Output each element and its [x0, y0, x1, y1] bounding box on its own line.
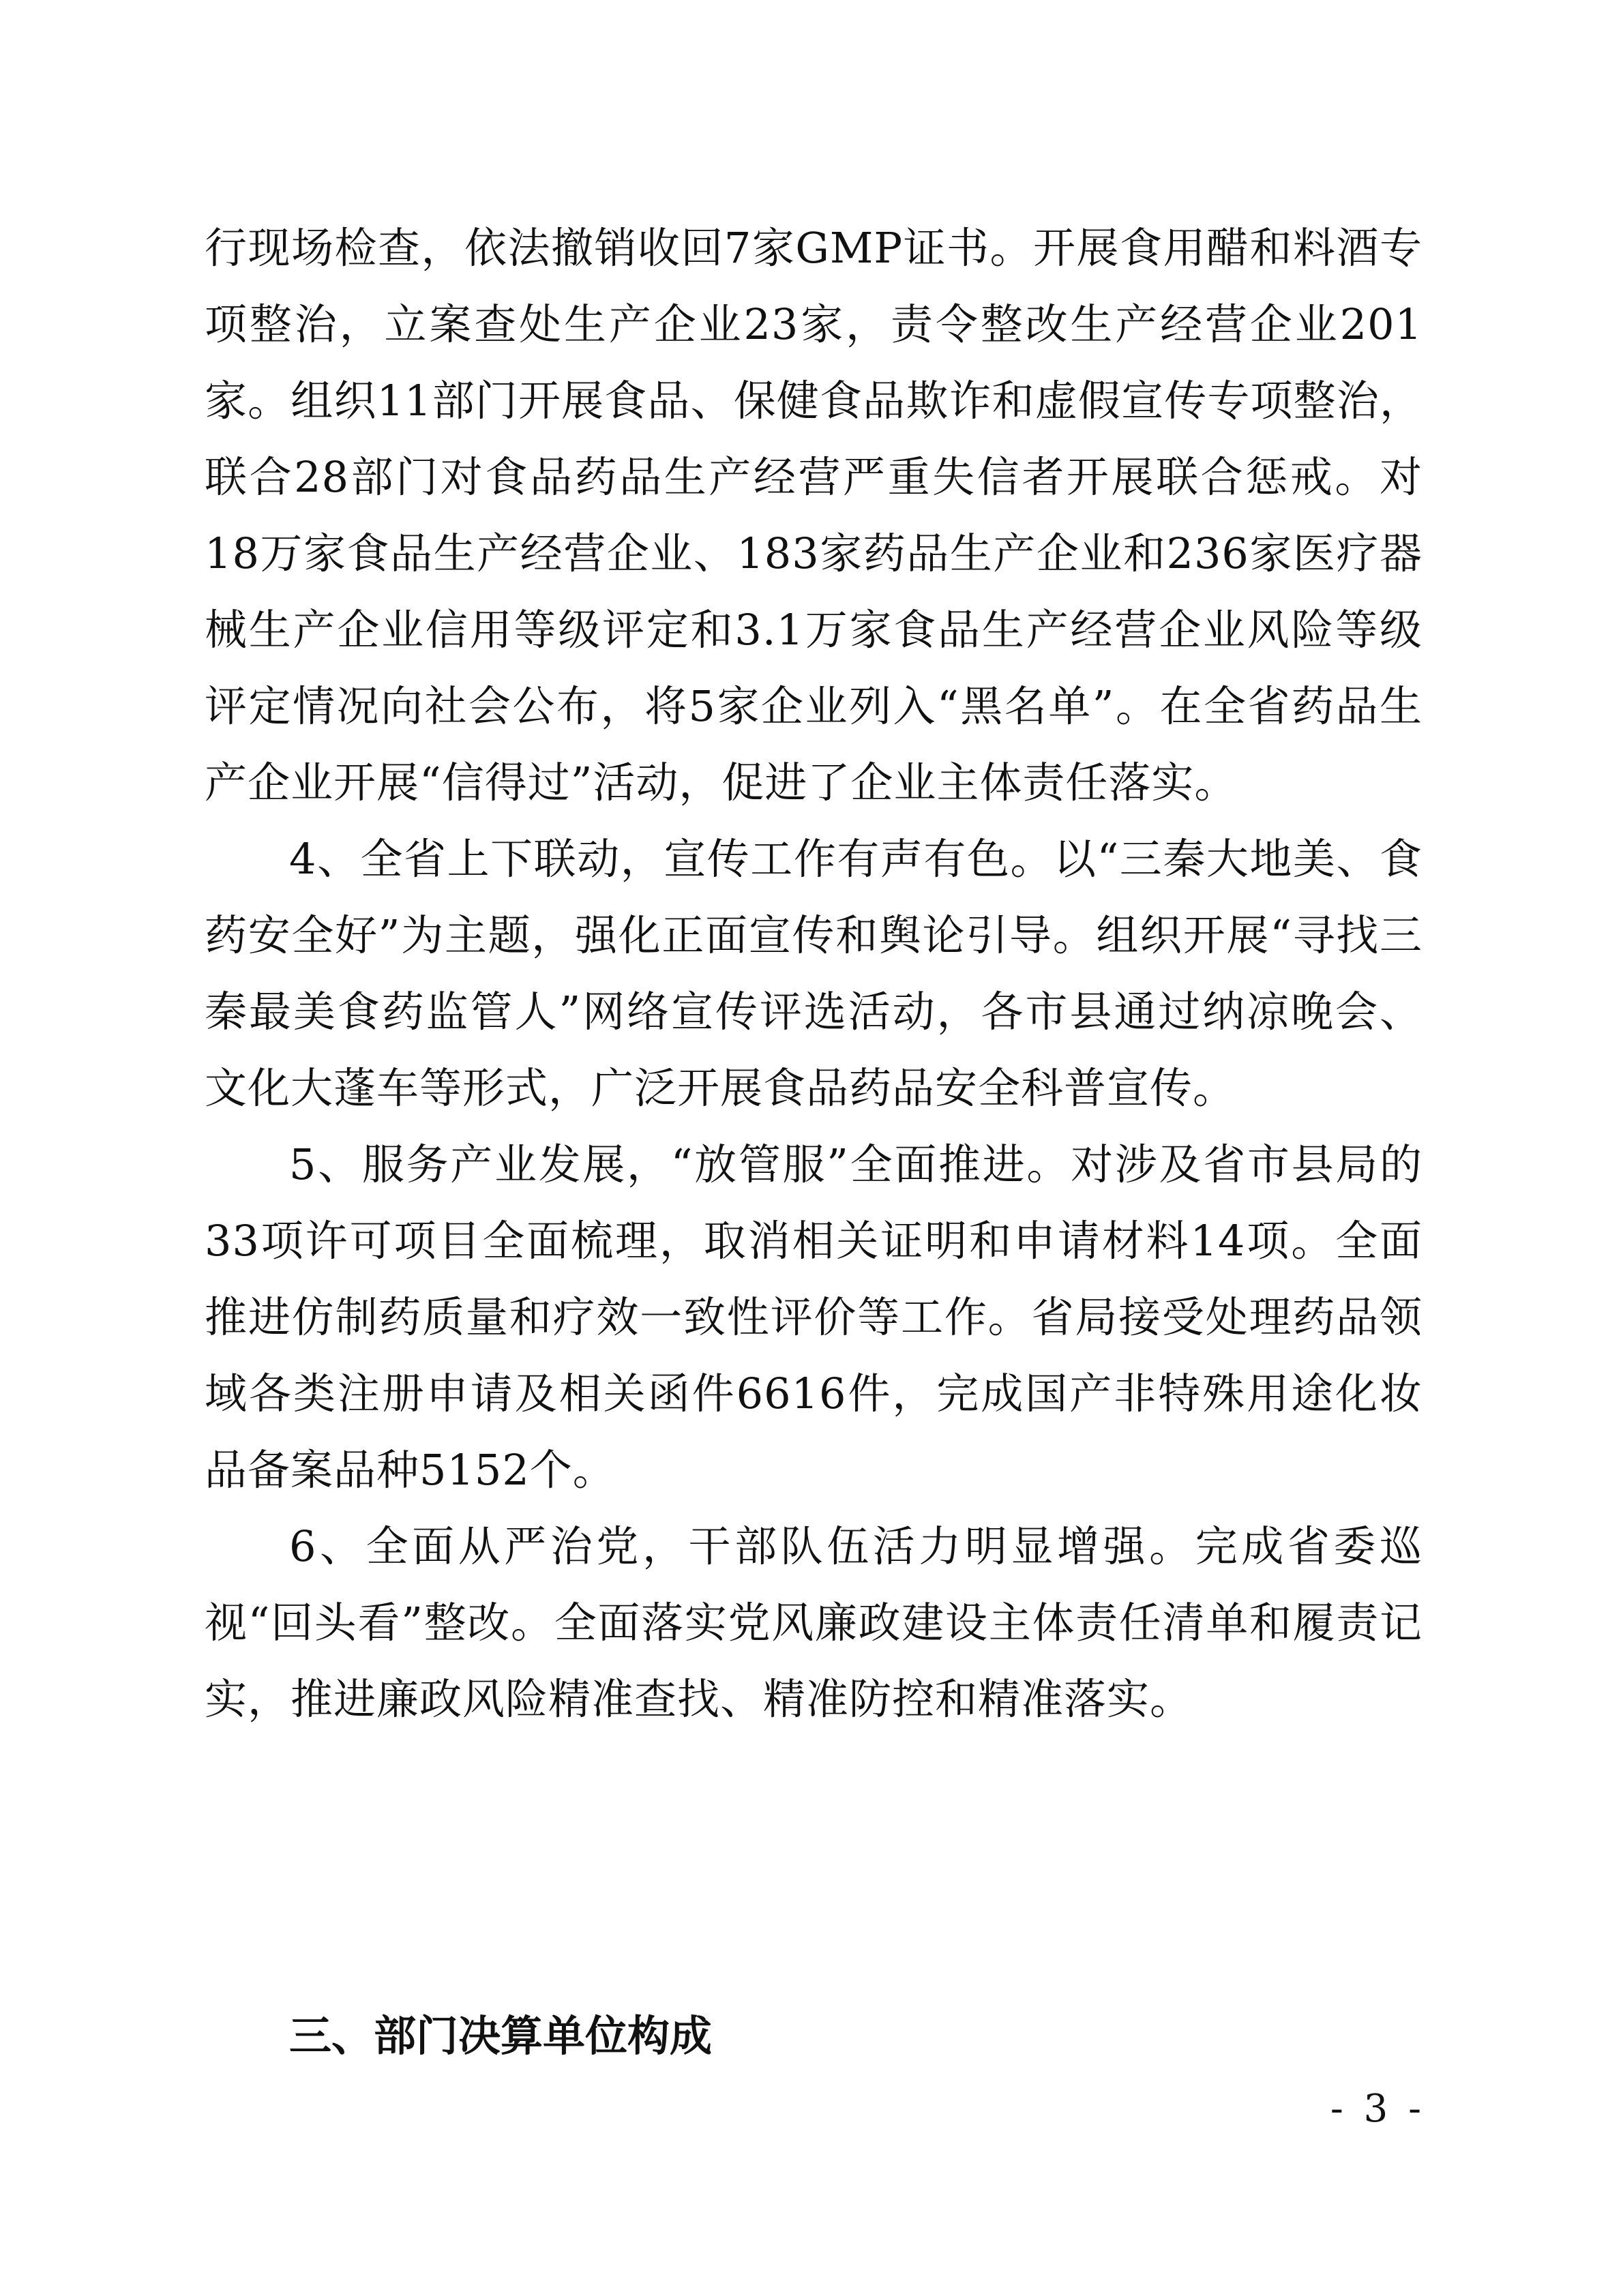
- paragraph-continuation: 行现场检查，依法撤销收回7家GMP证书。开展食用醋和料酒专项整治，立案查处生产企业23家，责令整改生产经营企业201家。组织11部门开展食品、保健食品欺诈和虚假宣传专项整治，联合28部门对食品药品生产经营严重失信者开展联合惩戒。对18万家食品生产经营企业、183家药品生产企业和236家医疗器械生产企业信用等级评定和3.1万家食品生产经营企业风险等级评定情况向社会公布，将5家企业列入“黑名单”。在全省药品生产企业开展“信得过”活动，促进了企业主体责任落实。: [205, 223, 1423, 807]
- section-heading: 三、部门决算单位构成: [289, 2011, 713, 2061]
- paragraph-item-5: 5、服务产业发展，“放管服”全面推进。对涉及省市县局的33项许可项目全面梳理，取消相关证明和申请材料14项。全面推进仿制药质量和疗效一致性评价等工作。省局接受处理药品领域各类注册申请及相关函件6616件，完成国产非特殊用途化妆品备案品种5152个。: [205, 1139, 1423, 1495]
- body-text: [205, 210, 1423, 1738]
- page-number: - 3 -: [1330, 2087, 1425, 2131]
- paragraph-item-4: 4、全省上下联动，宣传工作有声有色。以“三秦大地美、食药安全好”为主题，强化正面宣传和舆论引导。组织开展“寻找三秦最美食药监管人”网络宣传评选活动，各市县通过纳凉晚会、文化大蓬车等形式，广泛开展食品药品安全科普宣传。: [205, 834, 1423, 1113]
- paragraph-item-6: 6、全面从严治党，干部队伍活力明显增强。完成省委巡视“回头看”整改。全面落实党风廉政建设主体责任清单和履责记实，推进廉政风险精准查找、精准防控和精准落实。: [205, 1521, 1423, 1724]
